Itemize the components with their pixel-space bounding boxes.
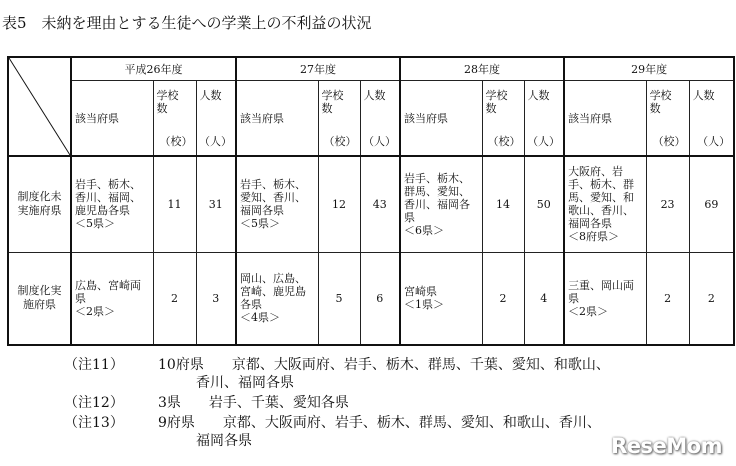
schools-cell: 2 — [153, 252, 196, 345]
year-header-h26: 平成26年度 — [71, 57, 236, 81]
year-header-h28: 28年度 — [400, 57, 564, 81]
col-header-pref: 該当府県 — [400, 81, 482, 157]
col-header-pref: 該当府県 — [236, 81, 318, 157]
schools-cell: 14 — [482, 156, 524, 252]
note-text-11: 10府県 京都、大阪両府、岩手、栃木、群馬、千葉、愛知、和歌山、 — [158, 357, 610, 373]
people-cell: 6 — [360, 252, 400, 345]
col-header-pref: 該当府県 — [71, 81, 153, 157]
diagonal-line — [9, 58, 70, 155]
note-text-13: 9府県 京都、大阪両府、岩手、栃木、群馬、愛知、和歌山、香川、 — [158, 415, 601, 431]
schools-cell: 5 — [318, 252, 360, 345]
row-header-not-implemented: 制度化未 実施府県 — [8, 156, 71, 252]
col-header-schools: 学校 数 （校） — [646, 81, 689, 157]
schools-cell: 2 — [482, 252, 524, 345]
table-row — [8, 156, 734, 252]
note-id-11: （注11） — [64, 357, 124, 373]
note-text-13-cont: 福岡各県 — [196, 433, 252, 449]
col-header-people: 人数 （人） — [689, 81, 734, 157]
col-header-schools: 学校 数 （校） — [318, 81, 360, 157]
people-cell: 43 — [360, 156, 400, 252]
people-cell: 4 — [524, 252, 564, 345]
year-header-h29: 29年度 — [564, 57, 734, 81]
people-cell: 2 — [689, 252, 734, 345]
col-header-people: 人数 （人） — [524, 81, 564, 157]
pref-cell: 岩手、栃木、 香川、福岡、 鹿児島各県 ＜5県＞ — [71, 156, 153, 252]
table-row — [8, 252, 734, 345]
note-id-12: （注12） — [64, 395, 124, 411]
people-cell: 69 — [689, 156, 734, 252]
people-cell: 3 — [196, 252, 236, 345]
col-header-people: 人数 （人） — [360, 81, 400, 157]
schools-cell: 12 — [318, 156, 360, 252]
schools-cell: 23 — [646, 156, 689, 252]
col-header-pref: 該当府県 — [564, 81, 646, 157]
people-cell: 31 — [196, 156, 236, 252]
col-header-schools: 学校 数 （校） — [153, 81, 196, 157]
pref-cell: 岩手、栃木、 群馬、愛知、 香川、福岡各 県 ＜6県＞ — [400, 156, 482, 252]
pref-cell: 大阪府、岩 手、栃木、群 馬、愛知、和 歌山、香川、 福岡各県 ＜8府県＞ — [564, 156, 646, 252]
note-id-13: （注13） — [64, 415, 124, 431]
row-header-implemented: 制度化実 施府県 — [8, 252, 71, 345]
col-header-schools: 学校 数 （校） — [482, 81, 524, 157]
table-title: 表5 未納を理由とする生徒への学業上の不利益の状況 — [2, 14, 372, 32]
year-header-h27: 27年度 — [236, 57, 400, 81]
note-text-11-cont: 香川、福岡各県 — [196, 375, 294, 391]
pref-cell: 宮崎県 ＜1県＞ — [400, 252, 482, 345]
resemom-logo: ReseMom — [611, 434, 722, 458]
corner-diagonal-cell — [8, 57, 71, 156]
col-header-people: 人数 （人） — [196, 81, 236, 157]
note-text-12: 3県 岩手、千葉、愛知各県 — [158, 395, 349, 411]
pref-cell: 広島、宮崎両 県 ＜2県＞ — [71, 252, 153, 345]
pref-cell: 三重、岡山両 県 ＜2県＞ — [564, 252, 646, 345]
pref-cell: 岩手、栃木、 愛知、香川、 福岡各県 ＜5県＞ — [236, 156, 318, 252]
disadvantage-table — [7, 56, 735, 346]
schools-cell: 2 — [646, 252, 689, 345]
schools-cell: 11 — [153, 156, 196, 252]
people-cell: 50 — [524, 156, 564, 252]
pref-cell: 岡山、広島、 宮崎、鹿児島 各県 ＜4県＞ — [236, 252, 318, 345]
